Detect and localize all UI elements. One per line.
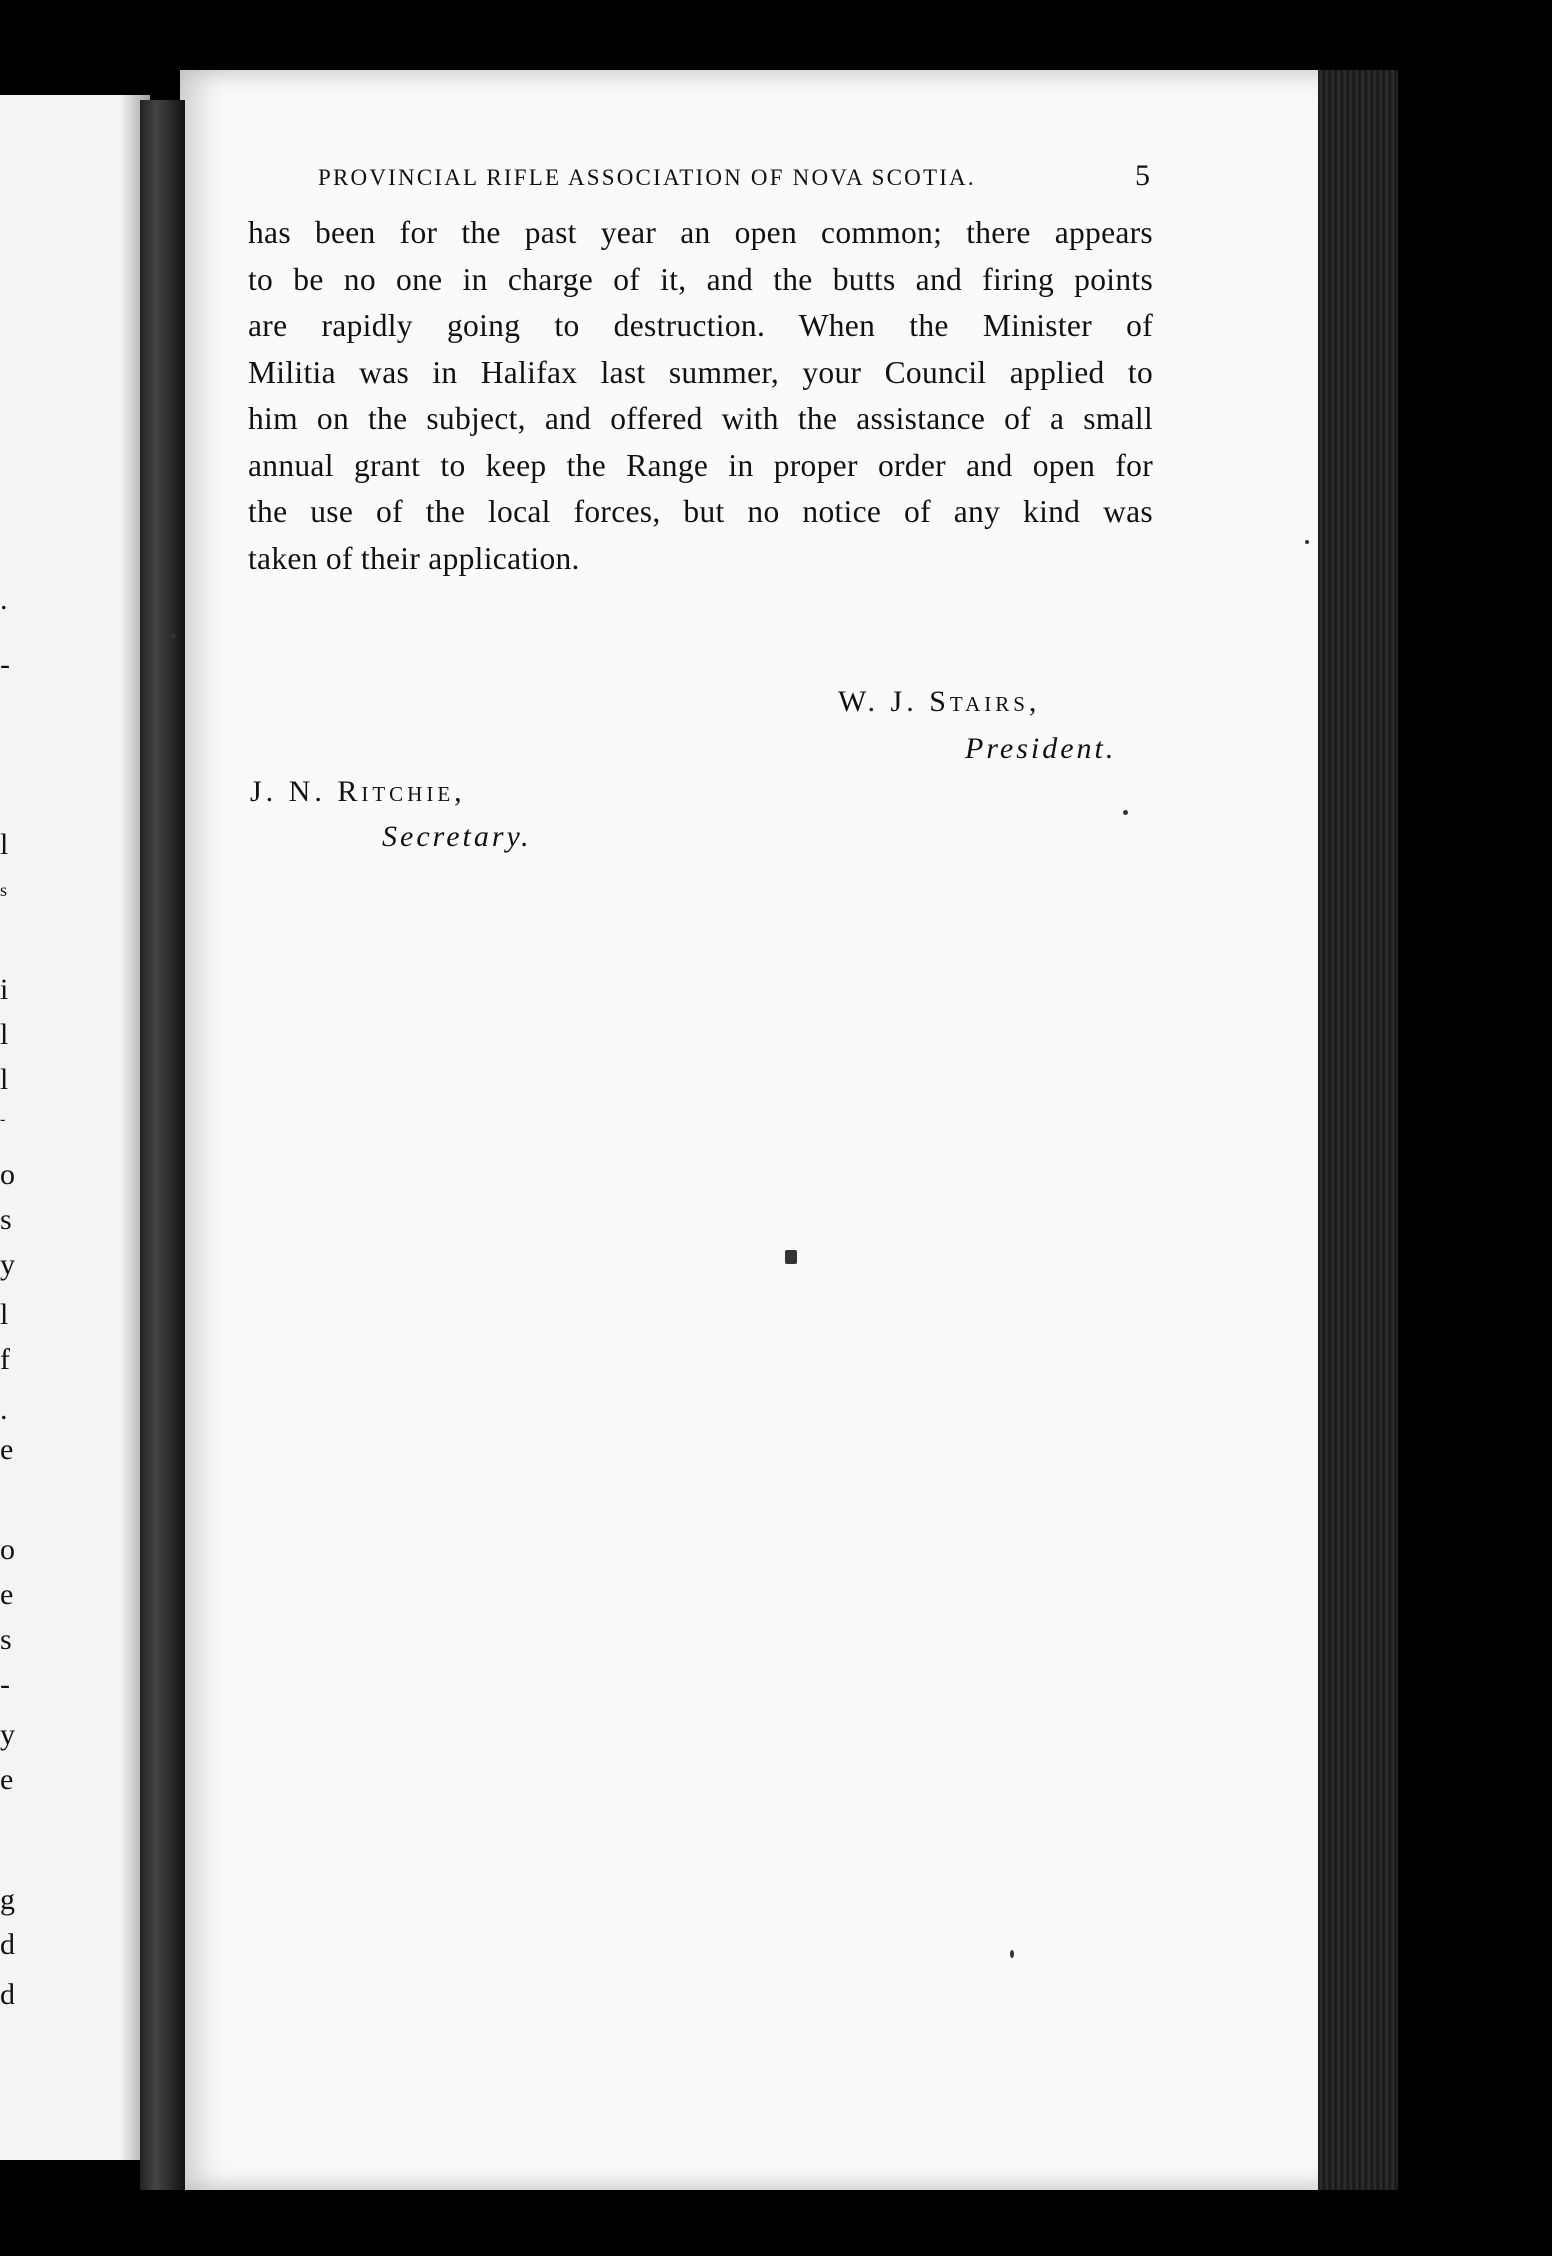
- left-page-fragment: o: [0, 1158, 15, 1191]
- page-edge-stack: [1318, 70, 1398, 2190]
- left-page-fragment: s: [0, 1623, 12, 1656]
- left-page-fragment: f: [0, 1343, 10, 1376]
- left-page-fragment: i: [0, 973, 9, 1006]
- left-page-fragment: -: [0, 1668, 10, 1701]
- running-head: [318, 159, 1150, 205]
- ink-speck: [1123, 810, 1128, 815]
- left-page-fragment: e: [0, 1763, 14, 1796]
- left-page-fragment: s: [0, 880, 8, 900]
- ink-speck: [785, 1250, 797, 1264]
- president-title: President.: [965, 732, 1117, 765]
- text-line: the use of the local forces, but no notice of any kind was: [248, 494, 1153, 529]
- page-number: 5: [1135, 159, 1150, 192]
- text-line: are rapidly going to destruction. When the Minister of: [248, 308, 1153, 343]
- text-line: to be no one in charge of it, and the butts and firing points: [248, 261, 1153, 297]
- ink-speck: [1305, 540, 1309, 544]
- left-page-fragment: d: [0, 1978, 15, 2011]
- secretary-title: Secretary.: [382, 820, 532, 853]
- left-page-fragment: -: [0, 1111, 6, 1128]
- president-name: W. J. Stairs,: [838, 685, 1041, 718]
- book-spine: [140, 100, 185, 2190]
- left-page-fragment: s: [0, 1203, 12, 1236]
- text-line: him on the subject, and offered with the assistance of a small: [248, 401, 1153, 436]
- ink-speck: [1010, 1950, 1014, 1958]
- left-page-fragment: d: [0, 1928, 15, 1961]
- left-page-fragment: e: [0, 1578, 14, 1611]
- left-page-fragment: l: [0, 828, 9, 861]
- left-page-fragment: y: [0, 1248, 15, 1281]
- running-title: PROVINCIAL RIFLE ASSOCIATION OF NOVA SCOTIA.: [318, 165, 976, 190]
- left-page-fragment: .: [0, 1393, 8, 1426]
- left-page-fragment: e: [0, 1433, 14, 1466]
- text-line: Militia was in Halifax last summer, your Council applied to: [248, 354, 1153, 390]
- left-page-fragment: g: [0, 1883, 15, 1916]
- left-page-fragment: y: [0, 1718, 15, 1751]
- text-line: has been for the past year an open common; there appears: [248, 215, 1153, 250]
- secretary-name: J. N. Ritchie,: [250, 775, 466, 808]
- left-page-fragment: o: [0, 1533, 15, 1566]
- left-page-fragment: l: [0, 1298, 9, 1331]
- text-line: taken of their application.: [248, 540, 580, 576]
- left-page-fragment: .: [0, 583, 8, 616]
- left-page-fragment: l: [0, 1063, 9, 1096]
- text-line: annual grant to keep the Range in proper order and open for: [248, 447, 1153, 483]
- ink-speck: [170, 633, 176, 639]
- left-page-fragment: l: [0, 1018, 9, 1051]
- previous-page-edge: [0, 95, 150, 2160]
- left-page-fragment: -: [0, 648, 10, 681]
- body-paragraph: [248, 210, 1153, 582]
